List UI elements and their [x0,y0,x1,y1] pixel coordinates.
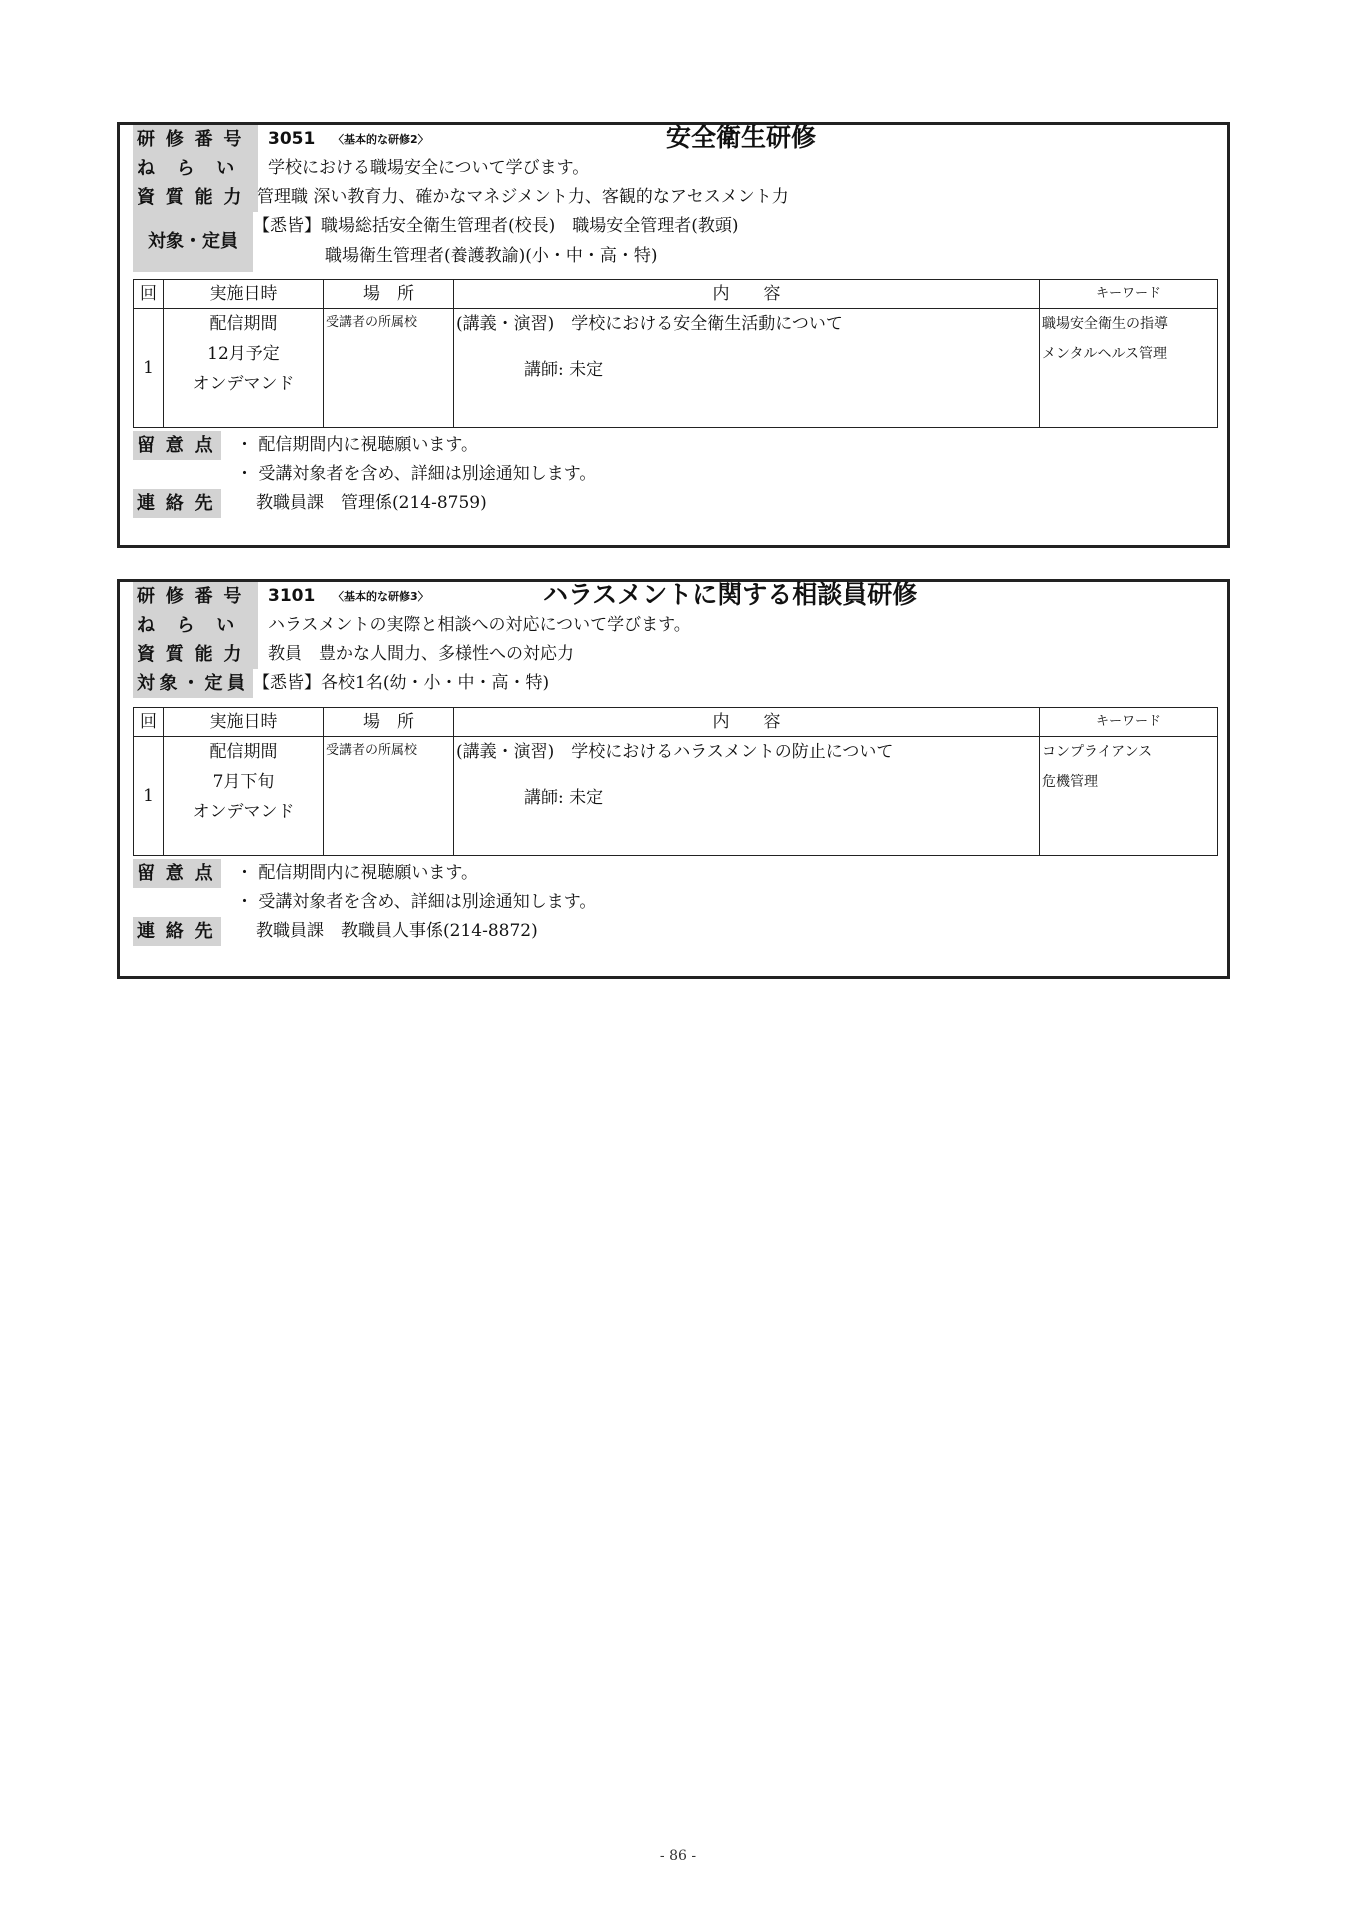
row-aim [133,154,1214,183]
cell-round: 1 [134,737,164,856]
keyword-2: 危機管理 [1042,774,1098,790]
training-category: 〈基本的な研修2〉 [333,133,429,146]
date-line-2: 7月下旬 [212,772,275,792]
aim-text: ハラスメントの実際と相談への対応について学びます。 [268,615,691,635]
label-notes: 留意点 [133,859,221,888]
schedule-table [133,279,1218,428]
contact-text: 教職員課 管理係(214-8759) [256,493,487,513]
cell-date [164,737,324,856]
row-ability [133,640,1214,669]
note-1: ・ 配信期間内に視聴願います。 [236,863,479,883]
header-round: 回 [134,708,164,737]
header-round: 回 [134,280,164,309]
label-target: 対象・定員 [133,212,253,272]
header-content: 内 容 [454,280,1040,309]
row-target [133,212,1214,272]
training-title: ハラスメントに関する相談員研修 [543,580,918,609]
training-block-3101 [117,579,1230,979]
training-category: 〈基本的な研修3〉 [333,590,429,603]
label-contact: 連絡先 [133,489,221,518]
training-block-3051 [117,122,1230,548]
row-notes-2 [133,888,1214,917]
note-2: ・ 受講対象者を含め、詳細は別途通知します。 [236,464,597,484]
training-title: 安全衛生研修 [666,123,817,152]
row-number [133,125,1214,154]
place-text: 受講者の所属校 [326,743,418,758]
date-line-2: 12月予定 [207,344,280,364]
header-date: 実施日時 [164,708,324,737]
label-ability: 資質能力 [133,183,258,212]
schedule-table [133,707,1218,856]
training-number: 3051 [268,129,316,149]
label-contact: 連絡先 [133,917,221,946]
header-place: 場 所 [324,280,454,309]
row-contact [133,917,1214,946]
header-keyword: キーワード [1040,708,1218,737]
lecturer-text: 講師: 未定 [524,360,604,380]
label-aim: ねらい [133,154,258,183]
label-notes: 留意点 [133,431,221,460]
row-ability [133,183,1214,212]
ability-text: 教員 豊かな人間力、多様性への対応力 [268,644,574,664]
header-content: 内 容 [454,708,1040,737]
note-2: ・ 受講対象者を含め、詳細は別途通知します。 [236,892,597,912]
target-line-1: 【悉皆】各校1名(幼・小・中・高・特) [253,673,550,693]
header-place: 場 所 [324,708,454,737]
table-row [134,737,1218,856]
cell-place [324,309,454,428]
target-line-2: 職場衛生管理者(養護教諭)(小・中・高・特) [325,246,658,266]
row-notes-1 [133,859,1214,888]
row-target [133,669,1214,698]
row-notes-2 [133,460,1214,489]
label-number: 研修番号 [133,582,258,611]
date-line-3: オンデマンド [192,374,295,394]
contact-text: 教職員課 教職員人事係(214-8872) [256,921,538,941]
content-text: (講義・演習) 学校における安全衛生活動について [456,314,843,334]
training-number: 3101 [268,586,316,606]
label-target: 対象・定員 [133,669,253,698]
keyword-1: コンプライアンス [1042,744,1153,760]
cell-content [454,737,1040,856]
row-notes-1 [133,431,1214,460]
cell-keyword [1040,309,1218,428]
date-line-3: オンデマンド [192,802,295,822]
lecturer-text: 講師: 未定 [524,788,604,808]
label-ability: 資質能力 [133,640,258,669]
target-line-1: 【悉皆】職場総括安全衛生管理者(校長) 職場安全管理者(教頭) [253,216,739,236]
header-date: 実施日時 [164,280,324,309]
date-line-1: 配信期間 [209,742,278,762]
place-text: 受講者の所属校 [326,315,418,330]
ability-text: 管理職 深い教育力、確かなマネジメント力、客観的なアセスメント力 [257,187,789,207]
schedule-header-row [134,708,1218,737]
cell-round: 1 [134,309,164,428]
cell-content [454,309,1040,428]
cell-keyword [1040,737,1218,856]
label-number: 研修番号 [133,125,258,154]
header-keyword: キーワード [1040,280,1218,309]
schedule-header-row [134,280,1218,309]
cell-place [324,737,454,856]
table-row [134,309,1218,428]
keyword-2: メンタルヘルス管理 [1042,346,1168,362]
page-number: - 86 - [659,1848,697,1864]
row-contact [133,489,1214,518]
aim-text: 学校における職場安全について学びます。 [268,158,590,178]
row-number [133,582,1214,611]
content-text: (講義・演習) 学校におけるハラスメントの防止について [456,742,894,762]
date-line-1: 配信期間 [209,314,278,334]
note-1: ・ 配信期間内に視聴願います。 [236,435,479,455]
label-aim: ねらい [133,611,258,640]
row-aim [133,611,1214,640]
cell-date [164,309,324,428]
keyword-1: 職場安全衛生の指導 [1042,316,1168,332]
